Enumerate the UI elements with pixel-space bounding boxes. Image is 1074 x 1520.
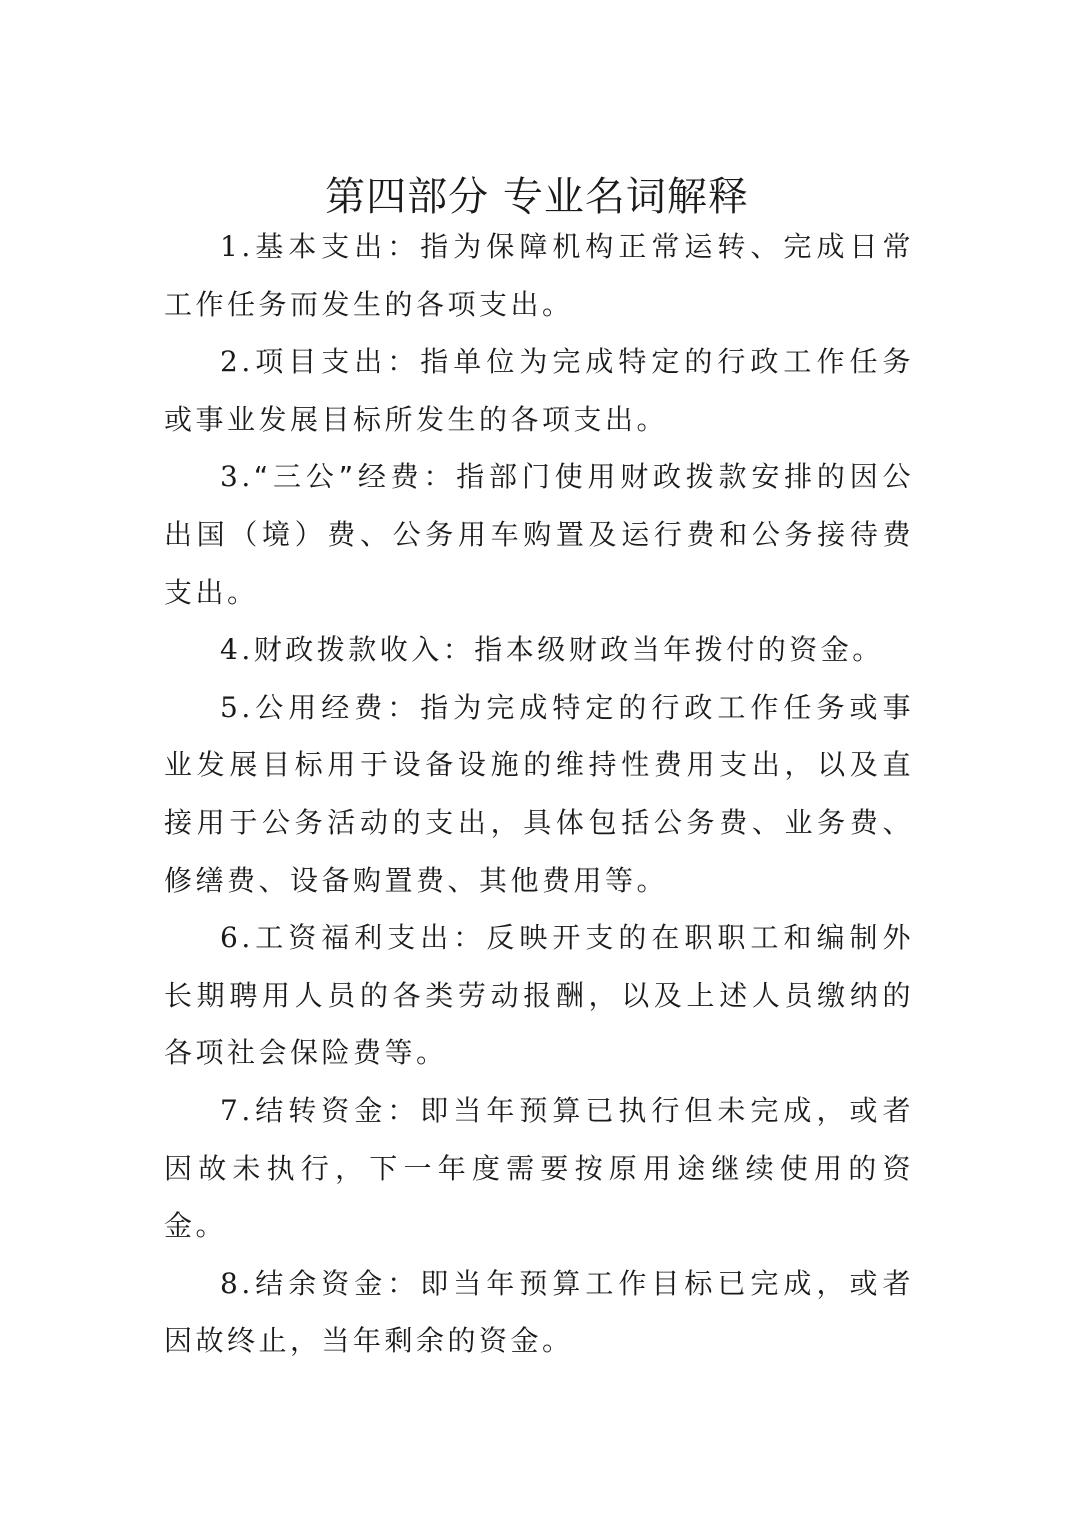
item-text: 指单位为完成特定的行政工作任务或事业发展目标所发生的各项支出。	[164, 345, 914, 436]
item-number: 1.	[220, 230, 254, 263]
definition-item	[164, 1255, 914, 1370]
item-term: 结余资金：	[253, 1266, 421, 1300]
item-text: 即当年预算工作目标已完成，或者因故终止，当年剩余的资金。	[164, 1266, 914, 1358]
item-term: 基本支出：	[253, 230, 421, 263]
item-text: 指本级财政当年拨付的资金。	[474, 633, 884, 667]
item-text: 指为完成特定的行政工作任务或事业发展目标用于设备设施的维持性费用支出，以及直接用于公务活动的支出，具体包括公务费、业务费、修缮费、设备购置费、其他费用等。	[164, 690, 914, 897]
definition-item	[164, 448, 914, 621]
item-number: 5.	[220, 690, 254, 724]
item-text: 即当年预算已执行但未完成，或者因故未执行，下一年度需要按原用途继续使用的资金。	[164, 1093, 914, 1243]
item-term: 结转资金：	[253, 1093, 421, 1127]
item-term: 项目支出：	[253, 345, 421, 379]
item-term: 公用经费：	[253, 690, 421, 724]
definition-item	[164, 218, 914, 333]
definition-item	[164, 679, 914, 909]
item-text: 指部门使用财政拨款安排的因公出国（境）费、公务用车购置及运行费和公务接待费支出。	[164, 460, 914, 609]
item-term: 工资福利支出：	[253, 921, 487, 955]
item-number: 8.	[220, 1266, 254, 1300]
item-text: 反映开支的在职职工和编制外长期聘用人员的各类劳动报酬，以及上述人员缴纳的各项社会保险费等。	[164, 921, 914, 1070]
item-number: 4.	[220, 633, 254, 667]
definition-item	[164, 621, 914, 679]
item-term: 财政拨款收入：	[253, 633, 475, 667]
definitions-list	[164, 218, 914, 1370]
item-number: 2.	[220, 345, 254, 379]
page-title: 第四部分 专业名词解释	[325, 173, 749, 220]
definition-item	[164, 333, 914, 448]
item-text: 指为保障机构正常运转、完成日常工作任务而发生的各项支出。	[164, 230, 914, 321]
item-number: 3.	[220, 460, 254, 494]
item-number: 6.	[220, 921, 254, 955]
item-number: 7.	[220, 1093, 254, 1127]
definition-item	[164, 909, 914, 1082]
item-term: “三公”经费：	[253, 460, 457, 494]
definition-item	[164, 1082, 914, 1255]
